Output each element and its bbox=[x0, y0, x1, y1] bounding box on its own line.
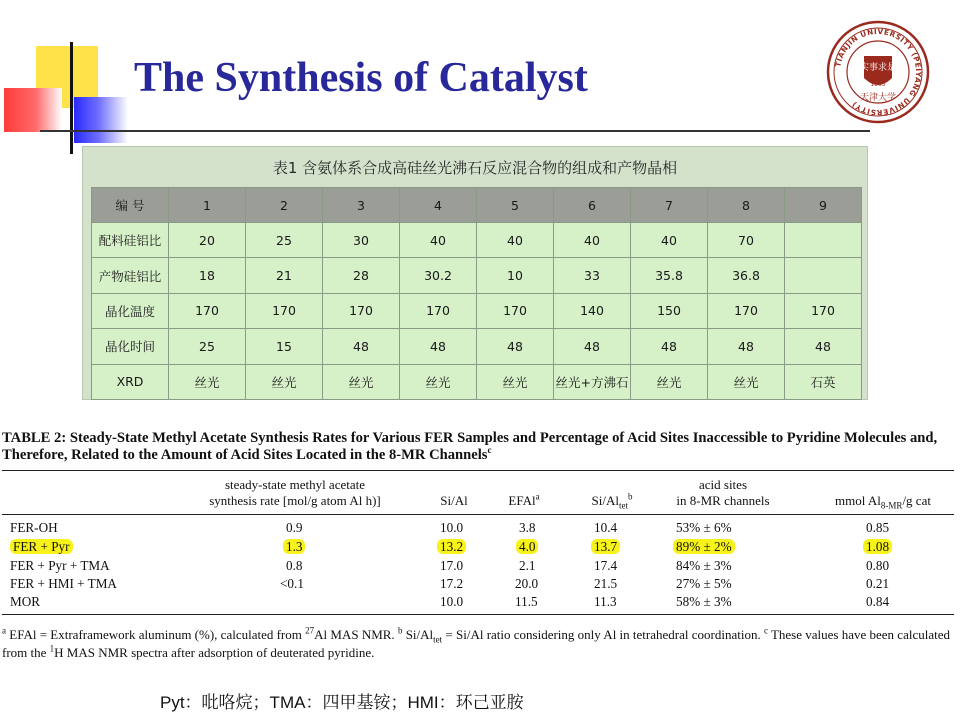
table1-cell: 48 bbox=[708, 329, 785, 364]
table1-cell bbox=[785, 223, 862, 258]
table1-cell: 170 bbox=[477, 293, 554, 328]
table1-cell: 30.2 bbox=[400, 258, 477, 293]
table2-header-efal-text: EFAl bbox=[508, 493, 536, 508]
table1-header-cell: 8 bbox=[708, 188, 785, 223]
table2-header-rate bbox=[180, 477, 410, 509]
table1-cell: 170 bbox=[708, 293, 785, 328]
table1-cell: 丝光 bbox=[631, 364, 708, 399]
table2-header-efal bbox=[494, 493, 554, 509]
table2-sample: FER + HMI + TMA bbox=[10, 576, 117, 591]
footnote-b-mark: b bbox=[397, 625, 403, 636]
table1-cell: 40 bbox=[554, 223, 631, 258]
table2-header-rule bbox=[2, 514, 954, 515]
svg-text:TIANJIN UNIVERSITY (PEIYANG UN: TIANJIN UNIVERSITY (PEIYANG UNIVERSITY) bbox=[833, 26, 924, 118]
svg-text:天津大学: 天津大学 bbox=[859, 93, 897, 103]
table2-highlight: 1.08 bbox=[863, 539, 892, 554]
table2-efal: 20.0 bbox=[515, 576, 539, 591]
table2-header-rate-line1: steady-state methyl acetate bbox=[224, 477, 366, 492]
table2-mmol: 0.21 bbox=[866, 576, 890, 591]
table1-cell: 170 bbox=[169, 293, 246, 328]
table1-row-label: 配料硅铝比 bbox=[92, 223, 169, 258]
table2-sialtet: 21.5 bbox=[594, 576, 618, 591]
table2-header-mmol bbox=[808, 493, 958, 509]
table2-highlight: 89% ± 2% bbox=[673, 539, 735, 554]
table2-rate: <0.1 bbox=[280, 576, 304, 591]
table2-rate bbox=[283, 539, 305, 555]
table2-sial: 10.0 bbox=[440, 594, 464, 609]
footnote-a-text2: Al MAS NMR. bbox=[314, 627, 398, 642]
table1-cell: 170 bbox=[323, 293, 400, 328]
table2-header-sial: Si/Al bbox=[440, 493, 468, 508]
footnote-b-text2: = Si/Al ratio considering only Al in tetrahedral coordination. bbox=[442, 627, 764, 642]
footnote-a-text: EFAl = Extraframework aluminum (%), calculated from bbox=[6, 627, 306, 642]
table2-highlight: 4.0 bbox=[516, 539, 538, 554]
table2-highlight: 13.7 bbox=[591, 539, 620, 554]
table1-cell: 48 bbox=[477, 329, 554, 364]
table2-header-efal-mark: a bbox=[535, 491, 540, 502]
footnote-a-mark: a bbox=[2, 625, 6, 636]
decor-red-block bbox=[4, 88, 62, 132]
table2-efal: 3.8 bbox=[519, 520, 536, 535]
table2-acid: 27% ± 5% bbox=[676, 576, 732, 591]
table1-cell: 25 bbox=[246, 223, 323, 258]
table1-cell: 70 bbox=[708, 223, 785, 258]
table1-cell: 48 bbox=[631, 329, 708, 364]
table2-header-acid bbox=[652, 477, 794, 509]
table1-caption: 表1 含氨体系合成高硅丝光沸石反应混合物的组成和产物晶相 bbox=[272, 159, 678, 177]
table1-header-cell: 5 bbox=[477, 188, 554, 223]
table1-row bbox=[92, 258, 862, 293]
table1-header-cell: 4 bbox=[400, 188, 477, 223]
table2-rate: 0.9 bbox=[286, 520, 303, 535]
table2-header-rate-line2: synthesis rate [mol/g atom Al h)] bbox=[209, 493, 381, 508]
table2-header-mmol-sub: 8-MR bbox=[880, 500, 903, 511]
table2-acid: 58% ± 3% bbox=[676, 594, 732, 609]
footnote-a-sup: 27 bbox=[305, 625, 315, 636]
table1-cell: 丝光 bbox=[477, 364, 554, 399]
table2-header-mmol-post: /g cat bbox=[902, 493, 931, 508]
table2-sialtet bbox=[591, 539, 620, 555]
table2-sample: FER-OH bbox=[10, 520, 58, 535]
table1-row-label: 晶化时间 bbox=[92, 329, 169, 364]
decor-horizontal-line bbox=[40, 130, 870, 132]
footnote-c-sup: 1 bbox=[49, 643, 55, 654]
table1-cell: 48 bbox=[400, 329, 477, 364]
table2-acid: 53% ± 6% bbox=[676, 520, 732, 535]
table1-row bbox=[92, 364, 862, 399]
table1-cell: 150 bbox=[631, 293, 708, 328]
table1-row-label: XRD bbox=[92, 364, 169, 399]
table2-sample bbox=[10, 539, 73, 555]
table1-cell: 30 bbox=[323, 223, 400, 258]
table2-rate: 0.8 bbox=[286, 558, 303, 573]
table1-row bbox=[92, 329, 862, 364]
table2-header-sialtet bbox=[572, 493, 652, 509]
table1-cell: 28 bbox=[323, 258, 400, 293]
table1-row bbox=[92, 223, 862, 258]
table1-cell: 20 bbox=[169, 223, 246, 258]
table2-header-sialtet-text: Si/Al bbox=[591, 493, 619, 508]
table1-cell: 48 bbox=[554, 329, 631, 364]
table1-header-cell: 编 号 bbox=[92, 188, 169, 223]
table1-cell: 35.8 bbox=[631, 258, 708, 293]
table1-cell: 21 bbox=[246, 258, 323, 293]
abbreviation-note: Pyt：吡咯烷；TMA：四甲基铵；HMI：环己亚胺 bbox=[160, 693, 524, 712]
table2-sample: FER + Pyr + TMA bbox=[10, 558, 110, 573]
table2-sample: MOR bbox=[10, 594, 41, 609]
table2-top-rule bbox=[2, 470, 954, 471]
table1-cell: 33 bbox=[554, 258, 631, 293]
table1-header-row bbox=[92, 188, 862, 223]
table2-mmol: 0.80 bbox=[866, 558, 890, 573]
table1-cell: 40 bbox=[400, 223, 477, 258]
table1-header-cell: 9 bbox=[785, 188, 862, 223]
table2-title-text: TABLE 2: Steady-State Methyl Acetate Synthesis Rates for Various FER Samples and Percentage of Acid Sites Inaccessible to Pyridine Molecules and, Therefore, Related to the Amount of Acid Sites Located in the 8-MR Channels bbox=[2, 430, 938, 463]
table1-cell: 140 bbox=[554, 293, 631, 328]
table1-row-label: 产物硅铝比 bbox=[92, 258, 169, 293]
table1-cell: 18 bbox=[169, 258, 246, 293]
table2-header-mmol-pre: mmol Al bbox=[835, 493, 881, 508]
table2-title-footnote-mark: c bbox=[487, 445, 492, 456]
university-seal-logo bbox=[826, 20, 930, 124]
table1-cell: 170 bbox=[785, 293, 862, 328]
table1-header-cell: 2 bbox=[246, 188, 323, 223]
table1-cell: 48 bbox=[323, 329, 400, 364]
table1-cell: 丝光 bbox=[169, 364, 246, 399]
table1-cell: 石英 bbox=[785, 364, 862, 399]
table2-highlight: 1.3 bbox=[283, 539, 305, 554]
table1-cell: 10 bbox=[477, 258, 554, 293]
table1-cell: 170 bbox=[400, 293, 477, 328]
table1-row bbox=[92, 293, 862, 328]
table2-efal: 11.5 bbox=[515, 594, 538, 609]
svg-text:实事求是: 实事求是 bbox=[859, 63, 897, 73]
table1-cell: 40 bbox=[477, 223, 554, 258]
table2-header-sialtet-sub: tet bbox=[618, 500, 628, 511]
table2-efal: 2.1 bbox=[519, 558, 536, 573]
table2-highlight: 13.2 bbox=[437, 539, 466, 554]
table1-cell: 40 bbox=[631, 223, 708, 258]
table2-acid bbox=[673, 539, 735, 555]
table1-header-cell: 3 bbox=[323, 188, 400, 223]
table2-sial: 10.0 bbox=[440, 520, 464, 535]
table2-sialtet: 17.4 bbox=[594, 558, 618, 573]
table2-footnote bbox=[2, 626, 954, 662]
table1-cell: 25 bbox=[169, 329, 246, 364]
table2-sialtet: 11.3 bbox=[594, 594, 617, 609]
table1-cell: 丝光 bbox=[708, 364, 785, 399]
table1-panel bbox=[82, 146, 868, 400]
table1-cell: 丝光 bbox=[323, 364, 400, 399]
table2-header-sialtet-mark: b bbox=[627, 491, 633, 502]
footnote-c-mark: c bbox=[763, 625, 768, 636]
table1-header-cell: 6 bbox=[554, 188, 631, 223]
decor-blue-block bbox=[74, 97, 128, 143]
footnote-c-text: These values have been calculated from the bbox=[2, 627, 950, 660]
table1-cell bbox=[785, 258, 862, 293]
table1-header-cell: 1 bbox=[169, 188, 246, 223]
table1-cell: 48 bbox=[785, 329, 862, 364]
decor-vertical-line bbox=[70, 42, 73, 154]
table2-mmol: 0.84 bbox=[866, 594, 890, 609]
table1 bbox=[91, 187, 862, 400]
table2-mmol bbox=[863, 539, 892, 555]
footnote-b-sub: tet bbox=[433, 634, 443, 645]
table2-sialtet: 10.4 bbox=[594, 520, 618, 535]
table2-acid: 84% ± 3% bbox=[676, 558, 732, 573]
table2-mmol: 0.85 bbox=[866, 520, 890, 535]
footnote-c-text2: H MAS NMR spectra after adsorption of deuterated pyridine. bbox=[54, 645, 375, 660]
slide-title: The Synthesis of Catalyst bbox=[134, 55, 588, 101]
table1-cell: 15 bbox=[246, 329, 323, 364]
table1-row-label: 晶化温度 bbox=[92, 293, 169, 328]
footnote-b-text: Si/Al bbox=[402, 627, 434, 642]
table1-cell: 丝光 bbox=[400, 364, 477, 399]
table2-highlight: FER + Pyr bbox=[10, 539, 73, 554]
table2-sial bbox=[437, 539, 466, 555]
table1-header-cell: 7 bbox=[631, 188, 708, 223]
table1-cell: 170 bbox=[246, 293, 323, 328]
table2-sial: 17.2 bbox=[440, 576, 464, 591]
svg-text:1895: 1895 bbox=[870, 81, 886, 88]
table2-efal bbox=[516, 539, 538, 555]
table2-bottom-rule bbox=[2, 614, 954, 615]
table2-header-acid-line1: acid sites bbox=[698, 477, 747, 492]
table1-cell: 36.8 bbox=[708, 258, 785, 293]
table2-sial: 17.0 bbox=[440, 558, 464, 573]
table2-title bbox=[2, 430, 958, 464]
table2-header-acid-line2: in 8-MR channels bbox=[676, 493, 770, 508]
table1-cell: 丝光 bbox=[246, 364, 323, 399]
table1-cell: 丝光+方沸石 bbox=[554, 364, 631, 399]
